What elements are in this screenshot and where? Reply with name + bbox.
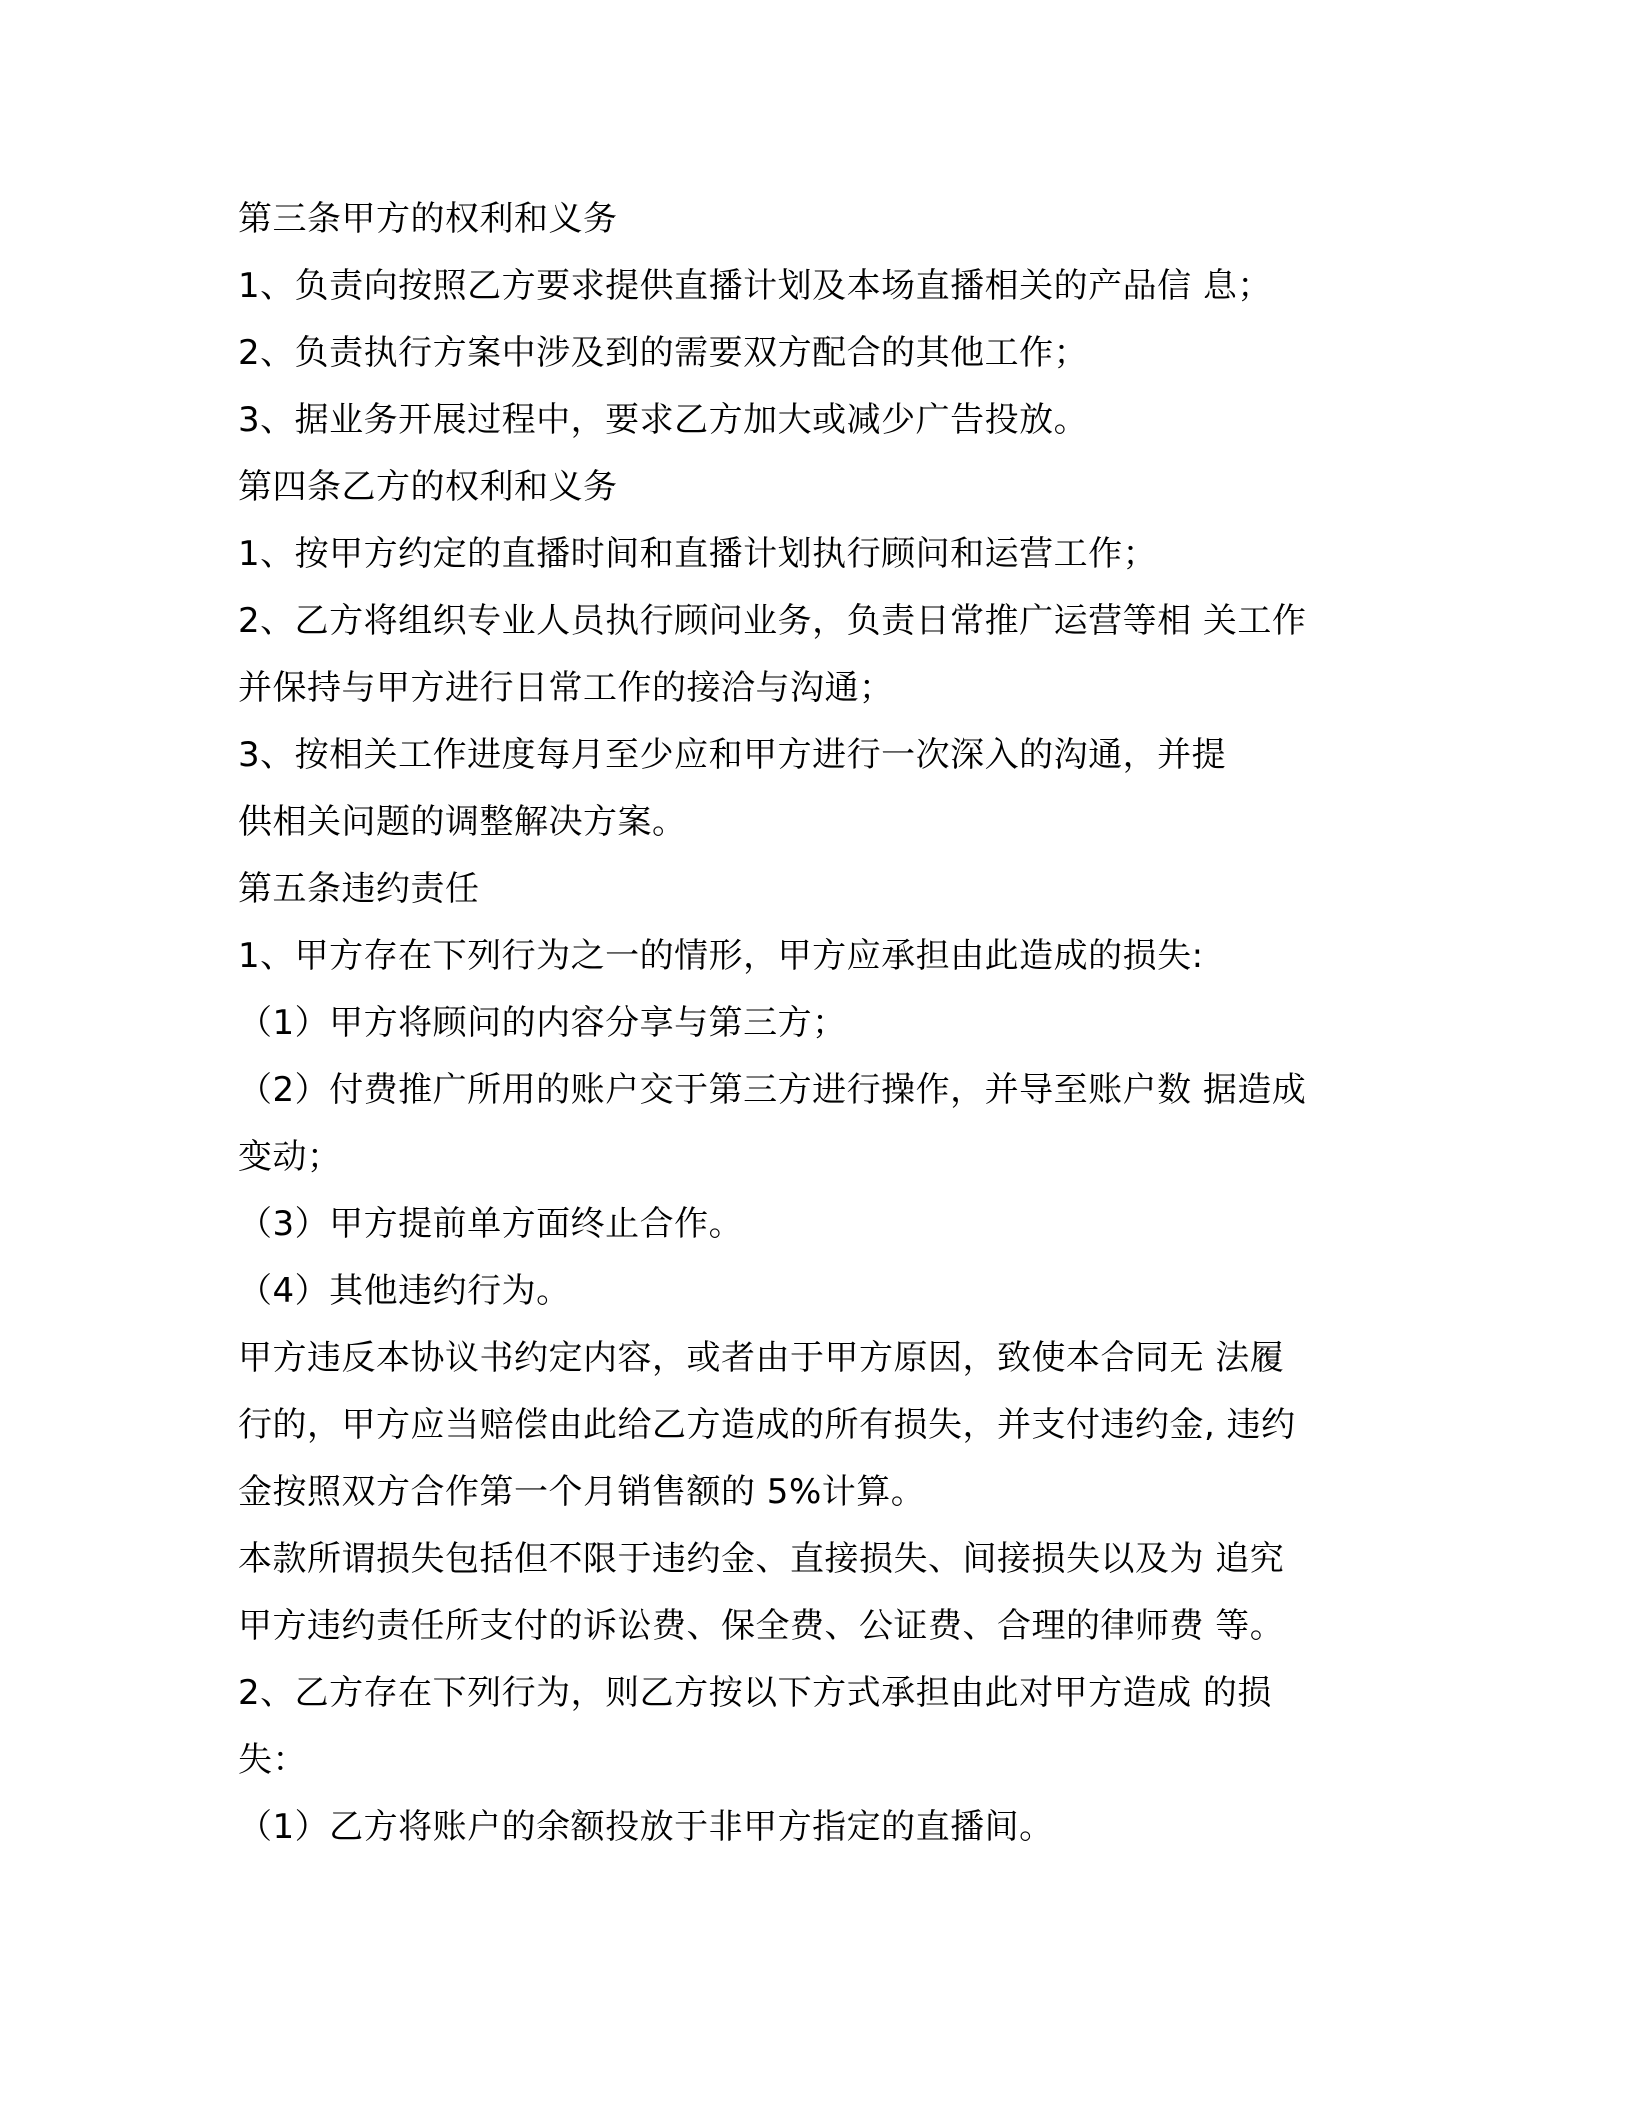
- clause-line: 1、甲方存在下列行为之一的情形，甲方应承担由此造成的损失:: [238, 936, 1204, 976]
- paragraph-line: 行的，甲方应当赔偿由此给乙方造成的所有损失，并支付违约金, 违约: [238, 1405, 1296, 1445]
- clause-line: 3、按相关工作进度每月至少应和甲方进行一次深入的沟通，并提: [238, 735, 1227, 775]
- clause-line: 1、负责向按照乙方要求提供直播计划及本场直播相关的产品信 息；: [238, 266, 1272, 306]
- paragraph-line: 甲方违反本协议书约定内容，或者由于甲方原因，致使本合同无 法履: [238, 1338, 1285, 1378]
- clause-line: 2、乙方将组织专业人员执行顾问业务，负责日常推广运营等相 关工作: [238, 601, 1307, 641]
- paragraph-line: 甲方违约责任所支付的诉讼费、保全费、公证费、合理的律师费 等。: [238, 1606, 1285, 1646]
- section-heading-3: 第三条甲方的权利和义务: [238, 199, 618, 239]
- paragraph-line: 金按照双方合作第一个月销售额的 5%计算。: [238, 1472, 926, 1512]
- clause-line: 3、据业务开展过程中，要求乙方加大或减少广告投放。: [238, 400, 1089, 440]
- contract-text: [238, 186, 1398, 1861]
- sub-clause-line: （4）其他违约行为。: [238, 1271, 571, 1311]
- clause-line: 2、负责执行方案中涉及到的需要双方配合的其他工作；: [238, 333, 1089, 373]
- sub-clause-line: （1）甲方将顾问的内容分享与第三方；: [238, 1003, 847, 1043]
- sub-clause-line: （2）付费推广所用的账户交于第三方进行操作，并导至账户数 据造成: [238, 1070, 1307, 1110]
- section-heading-4: 第四条乙方的权利和义务: [238, 467, 618, 507]
- section-heading-5: 第五条违约责任: [238, 869, 480, 909]
- clause-line: 1、按甲方约定的直播时间和直播计划执行顾问和运营工作；: [238, 534, 1158, 574]
- clause-line: 失：: [238, 1740, 307, 1780]
- clause-line: 供相关问题的调整解决方案。: [238, 802, 687, 842]
- clause-line: 并保持与甲方进行日常工作的接洽与沟通；: [238, 668, 894, 708]
- sub-clause-line: （3）甲方提前单方面终止合作。: [238, 1204, 744, 1244]
- sub-clause-line: 变动；: [238, 1137, 342, 1177]
- paragraph-line: 本款所谓损失包括但不限于违约金、直接损失、间接损失以及为 追究: [238, 1539, 1285, 1579]
- sub-clause-line: （1）乙方将账户的余额投放于非甲方指定的直播间。: [238, 1807, 1054, 1847]
- clause-line: 2、乙方存在下列行为，则乙方按以下方式承担由此对甲方造成 的损: [238, 1673, 1272, 1713]
